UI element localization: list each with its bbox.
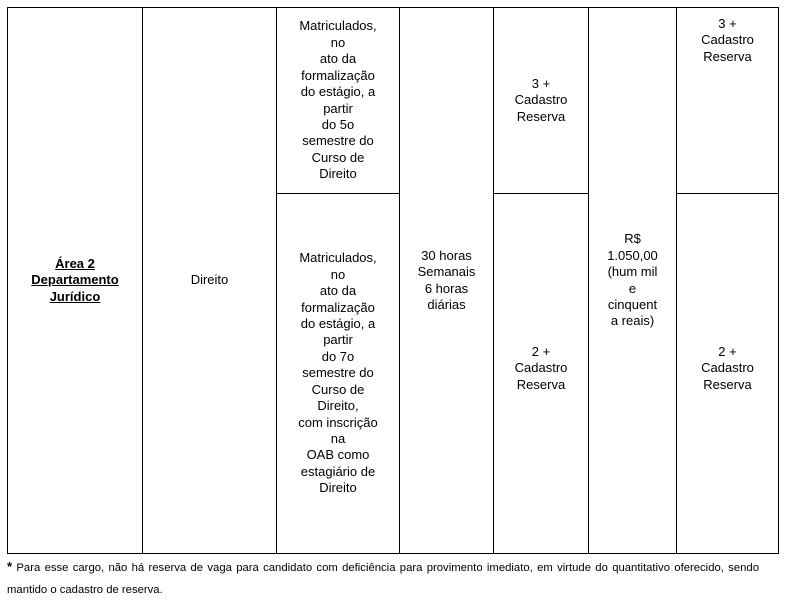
cell-line: Reserva (703, 376, 752, 392)
cell-line: estagiário de (300, 463, 376, 479)
cell-line: 3 + (531, 75, 551, 91)
cell-line: Direito, (317, 398, 359, 414)
cell-line: no (330, 266, 346, 282)
requirement-cell-5th-semester (277, 8, 400, 194)
area-department-type: Jurídico (49, 288, 101, 304)
cell-line: 1.050,00 (607, 247, 658, 263)
workload-cell (400, 8, 494, 554)
cell-line: Reserva (703, 48, 752, 64)
cell-line: Curso de (311, 149, 365, 165)
vacancies-cell-7th-semester (494, 194, 589, 554)
cell-line: partir (323, 332, 353, 348)
cell-line: 2 + (531, 343, 551, 359)
area-department: Departamento (31, 272, 119, 288)
cell-line: 2 + (718, 343, 737, 359)
cell-line: do estágio, a (300, 84, 376, 100)
area-cell (8, 8, 143, 554)
cell-line: cinquent (607, 296, 658, 312)
cell-line: ato da (319, 51, 357, 67)
cell-line: (hum mil (607, 264, 658, 280)
cell-line: Reserva (516, 108, 566, 124)
area-name: Área 2 (55, 255, 95, 271)
vacancies-cell-5th-semester (494, 8, 589, 194)
requirement-cell-7th-semester (277, 194, 400, 554)
total-vacancies-cell-7th-semester (677, 194, 779, 554)
stipend-cell (589, 8, 677, 554)
cell-line: a reais) (610, 313, 655, 329)
course-cell (143, 8, 277, 554)
cell-line: diárias (427, 296, 466, 312)
cell-line: OAB como (306, 447, 370, 463)
cell-line: do 5o (321, 116, 355, 132)
vacancy-table (7, 7, 779, 554)
cell-line: com inscrição (298, 414, 378, 430)
cell-line: Curso de (311, 381, 365, 397)
cell-line: Cadastro (701, 360, 754, 376)
cell-line: 3 + (718, 16, 737, 31)
cell-line: Cadastro (701, 32, 754, 48)
cell-line: 6 horas (424, 280, 469, 296)
footnote-text: Para esse cargo, não há reserva de vaga para candidato com deficiência para provimento imediato, em virtude do quantitativo oferecido, sendo mantido o cadastro de reserva. (7, 562, 759, 596)
cell-line: ato da (319, 283, 357, 299)
cell-line: semestre do (302, 133, 374, 149)
cell-line: 30 horas (421, 247, 472, 263)
cell-line: Matriculados, (299, 18, 377, 34)
cell-line: na (330, 430, 346, 446)
footnote (7, 556, 759, 601)
cell-line: R$ (624, 231, 641, 247)
cell-line: Reserva (516, 376, 566, 392)
total-vacancies-cell-5th-semester (677, 8, 779, 194)
cell-line: no (330, 34, 346, 50)
footnote-mark: * (7, 559, 13, 574)
cell-line: Direito (319, 480, 357, 496)
cell-line: Cadastro (514, 360, 568, 376)
cell-line: formalização (301, 67, 375, 83)
cell-line: e (628, 280, 637, 296)
cell-line: Direito (319, 166, 357, 182)
cell-line: Cadastro (514, 92, 568, 108)
cell-line: Semanais (417, 264, 476, 280)
course-name: Direito (190, 272, 229, 288)
cell-line: Matriculados, (299, 250, 377, 266)
cell-line: semestre do (302, 365, 374, 381)
cell-line: do 7o (321, 348, 355, 364)
cell-line: formalização (301, 299, 375, 315)
cell-line: partir (323, 100, 353, 116)
cell-line: do estágio, a (300, 316, 376, 332)
